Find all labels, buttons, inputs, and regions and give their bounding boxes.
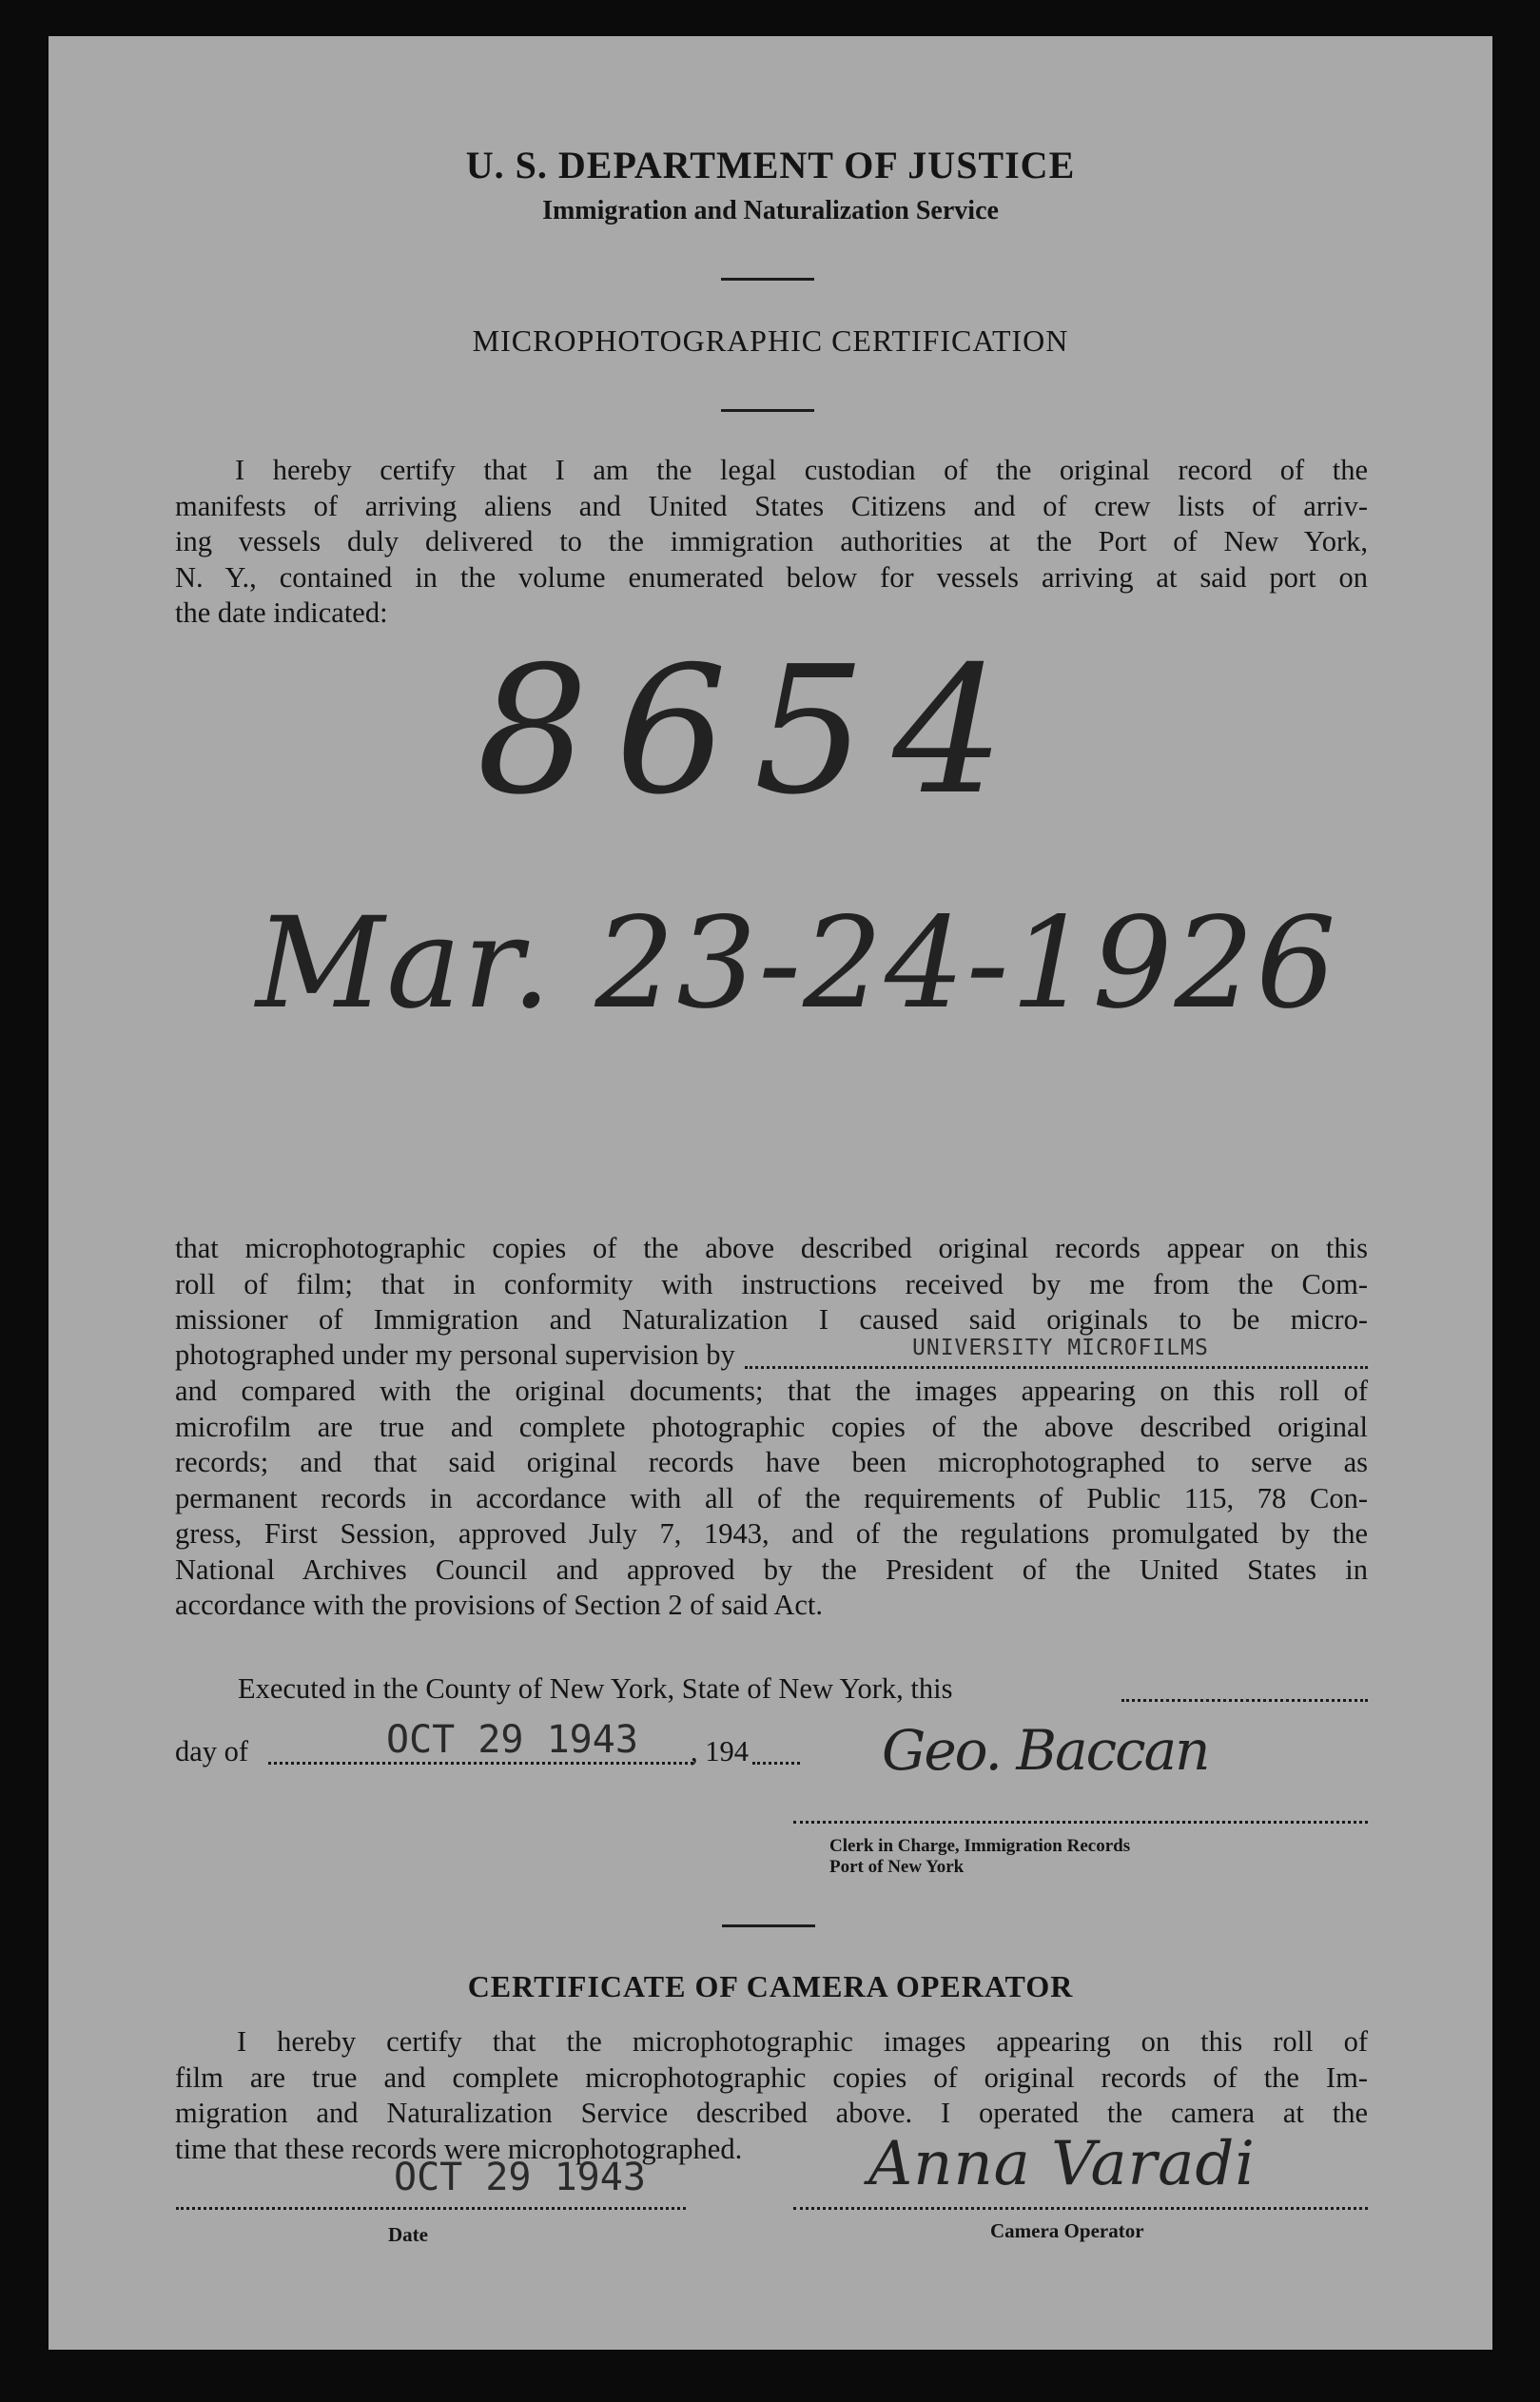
- text-line: migration and Naturalization Service described above. I operated the camera at the: [175, 2097, 1368, 2129]
- text-line: manifests of arriving aliens and United States Citizens and of crew lists of arriv-: [175, 489, 1368, 522]
- clerk-signature: Geo. Baccan: [882, 1718, 1209, 1783]
- operator-date-stamp: OCT 29 1943: [394, 2156, 646, 2199]
- photographed-by-prefix: photographed under my personal supervision by: [175, 1338, 735, 1371]
- day-of-date-stamp: OCT 29 1943: [386, 1718, 638, 1762]
- year-dotted-line: [752, 1762, 800, 1765]
- executed-text: Executed in the County of New York, State of New York, this: [238, 1672, 953, 1705]
- camera-operator-title: CERTIFICATE OF CAMERA OPERATOR: [467, 1969, 1074, 2003]
- divider: [721, 278, 814, 281]
- text-line: microfilm are true and complete photographic copies of the above described original: [175, 1410, 1368, 1443]
- year-suffix: , 194: [691, 1735, 749, 1767]
- text-line: I hereby certify that I am the legal custodian of the original record of the: [235, 454, 1368, 486]
- divider: [721, 409, 814, 412]
- executed-dotted-line: [1121, 1699, 1368, 1702]
- text-line: records; and that said original records have been microphotographed to serve as: [175, 1446, 1368, 1478]
- camera-operator-signature: Anna Varadi: [868, 2129, 1256, 2199]
- divider: [722, 1924, 815, 1927]
- certificate-page: [49, 36, 1492, 2350]
- text-line: roll of film; that in conformity with instructions received by me from the Com-: [175, 1267, 1368, 1300]
- form-title: MICROPHOTOGRAPHIC CERTIFICATION: [472, 323, 1069, 358]
- clerk-title-line2: Port of New York: [829, 1857, 965, 1877]
- date-label: Date: [388, 2223, 428, 2246]
- text-line: missioner of Immigration and Naturalization I caused said originals to be micro-: [175, 1303, 1368, 1336]
- service-subheading: Immigration and Naturalization Service: [542, 196, 999, 225]
- text-line: permanent records in accordance with all of the requirements of Public 115, 78 Con-: [175, 1481, 1368, 1514]
- camera-operator-signature-line: [793, 2207, 1368, 2210]
- operator-date-line: [176, 2207, 686, 2210]
- text-line: the date indicated:: [175, 596, 388, 629]
- handwritten-volume-dates: Mar. 23-24-1926: [256, 890, 1338, 1037]
- day-of-label: day of: [175, 1735, 249, 1767]
- text-line: time that these records were microphotographed.: [175, 2132, 743, 2165]
- text-line: gress, First Session, approved July 7, 1943, and of the regulations promulgated by the: [175, 1517, 1368, 1550]
- text-line: that microphotographic copies of the above described original records appear on this: [175, 1232, 1368, 1264]
- text-line: accordance with the provisions of Section 2 of said Act.: [175, 1589, 823, 1621]
- department-heading: U. S. DEPARTMENT OF JUSTICE: [465, 144, 1076, 186]
- handwritten-volume-number: 8654: [477, 628, 1031, 833]
- body-paragraph-part2: [175, 1374, 1368, 1624]
- photographed-by-dotted-line: [745, 1366, 1368, 1369]
- camera-operator-label: Camera Operator: [990, 2219, 1144, 2242]
- photographed-by-stamp: UNIVERSITY MICROFILMS: [912, 1336, 1209, 1360]
- clerk-signature-line: [793, 1821, 1368, 1824]
- text-line: National Archives Council and approved by the President of the United States in: [175, 1553, 1368, 1586]
- text-line: ing vessels duly delivered to the immigration authorities at the Port of New York,: [175, 525, 1368, 557]
- text-line: and compared with the original documents; that the images appearing on this roll of: [175, 1375, 1368, 1407]
- text-line: N. Y., contained in the volume enumerated below for vessels arriving at said port on: [175, 560, 1368, 594]
- body-paragraph-part1: [175, 1231, 1368, 1338]
- text-line: I hereby certify that the microphotographic images appearing on this roll of: [237, 2025, 1368, 2058]
- text-line: film are true and complete microphotographic copies of original records of the Im-: [175, 2060, 1368, 2094]
- clerk-title-line1: Clerk in Charge, Immigration Records: [829, 1836, 1131, 1856]
- intro-paragraph: [175, 453, 1368, 632]
- day-of-dotted-line: [268, 1762, 693, 1765]
